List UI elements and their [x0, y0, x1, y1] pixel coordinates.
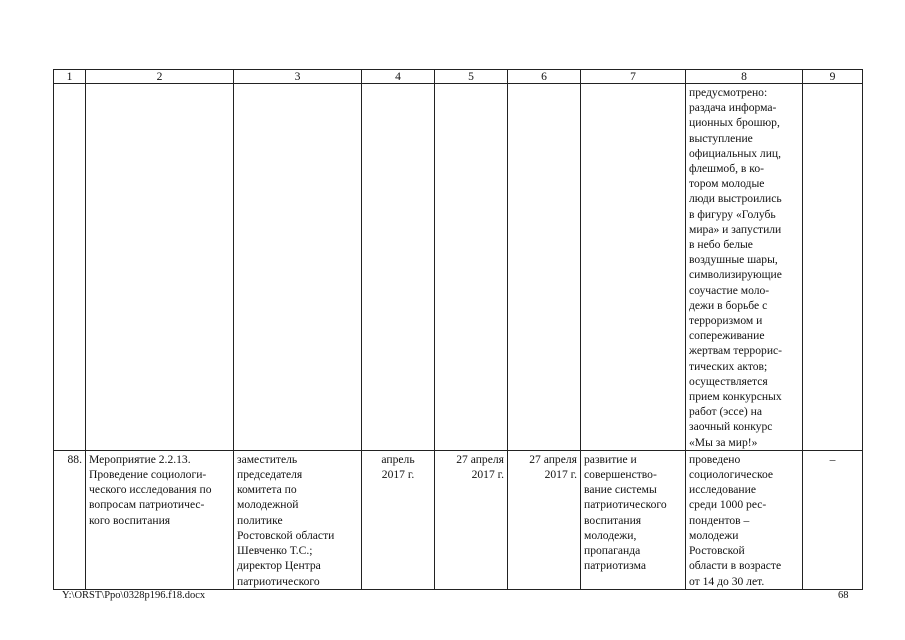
text-line: пропаганда [584, 544, 641, 558]
header-cell-1: 1 [54, 70, 86, 84]
text-line: вание системы [584, 483, 657, 497]
text-line: «Мы за мир!» [689, 435, 758, 449]
text-line: заочный конкурс [689, 420, 773, 434]
text-line: воспитания [584, 513, 642, 527]
header-cell-5: 5 [435, 70, 508, 84]
header-cell-3: 3 [234, 70, 362, 84]
text-line: сопереживание [689, 329, 765, 343]
text-line: апрель [381, 452, 415, 466]
text-line: ционных брошюр, [689, 116, 780, 130]
text-line: директор Центра [237, 559, 321, 573]
header-cell-6: 6 [508, 70, 581, 84]
text-line: жертвам террорис- [689, 344, 783, 358]
text-line: среди 1000 рес- [689, 498, 767, 512]
text-line: работ (эссе) на [689, 405, 762, 419]
text-line: патриотизма [584, 559, 646, 573]
header-cell-4: 4 [362, 70, 435, 84]
header-row [54, 70, 863, 84]
text-line: предусмотрено: [689, 86, 768, 99]
text-line: Проведение социологи- [89, 468, 207, 482]
continuation-row [54, 84, 863, 451]
text-line: тических актов; [689, 359, 768, 373]
text-line: официальных лиц, [689, 146, 782, 160]
row-number: 88. [54, 450, 86, 589]
text-line: совершенство- [584, 468, 657, 482]
cont-cell-9 [803, 84, 863, 451]
text-line: Ростовской области [237, 528, 335, 542]
text-line: политике [237, 513, 283, 527]
cont-cell-7 [581, 84, 686, 451]
text-line: молодежи [689, 528, 739, 542]
text-line: дежи в борьбе с [689, 298, 768, 312]
plan-table [53, 69, 863, 590]
table-row-88 [54, 450, 863, 589]
start-date-cell [435, 450, 508, 589]
text-line: символизирующие [689, 268, 782, 282]
text-line: 2017 г. [381, 468, 415, 482]
text-line: развитие и [584, 452, 637, 466]
text-line: патриотического [237, 574, 320, 588]
text-line: выступление [689, 131, 753, 145]
end-date-cell [508, 450, 581, 589]
text-line: соучастие моло- [689, 283, 770, 297]
text-line: кого воспитания [89, 513, 171, 527]
text-line: 2017 г. [471, 468, 504, 482]
text-line: исследование [689, 483, 756, 497]
footer-file-path: Y:\ORST\Ppo\0328p196.f18.docx [62, 590, 206, 601]
header-cell-9: 9 [803, 70, 863, 84]
text-line: комитета по [237, 483, 297, 497]
text-line: 2017 г. [544, 468, 577, 482]
text-line: 27 апреля [456, 452, 504, 466]
text-line: заместитель [237, 452, 298, 466]
cont-result-cell [686, 84, 803, 451]
text-line: терроризмом и [689, 314, 763, 328]
expected-result-cell [581, 450, 686, 589]
text-line: Мероприятие 2.2.13. [89, 452, 191, 466]
header-cell-7: 7 [581, 70, 686, 84]
text-line: в небо белые [689, 238, 753, 252]
cont-cell-1 [54, 84, 86, 451]
text-line: молодежной [237, 498, 299, 512]
text-line: председателя [237, 468, 303, 482]
event-name-cell [86, 450, 234, 589]
text-line: социологическое [689, 468, 774, 482]
text-line: ческого исследования по [89, 483, 212, 497]
text-line: молодежи, [584, 528, 637, 542]
text-line: воздушные шары, [689, 253, 778, 267]
text-line: раздача информа- [689, 101, 777, 115]
header-cell-8: 8 [686, 70, 803, 84]
planned-date-cell [362, 450, 435, 589]
text-line: Ростовской [689, 544, 745, 558]
text-line: Шевченко Т.С.; [237, 544, 313, 558]
text-line: вопросам патриотичес- [89, 498, 205, 512]
actual-result-cell [686, 450, 803, 589]
text-line: мира» и запустили [689, 222, 782, 236]
text-line: люди выстроились [689, 192, 782, 206]
header-cell-2: 2 [86, 70, 234, 84]
cont-cell-5 [435, 84, 508, 451]
text-line: от 14 до 30 лет. [689, 574, 765, 588]
cont-cell-3 [234, 84, 362, 451]
text-line: тором молодые [689, 177, 765, 191]
text-line: флешмоб, в ко- [689, 162, 764, 176]
text-line: осуществляется [689, 374, 768, 388]
text-line: 27 апреля [529, 452, 577, 466]
cont-cell-6 [508, 84, 581, 451]
cont-cell-4 [362, 84, 435, 451]
text-line: проведено [689, 452, 741, 466]
text-line: области в возрасте [689, 559, 782, 573]
text-line: в фигуру «Голубь [689, 207, 776, 221]
responsible-cell [234, 450, 362, 589]
text-line: пондентов – [689, 513, 750, 527]
text-line: прием конкурсных [689, 390, 782, 404]
notes-cell: – [803, 450, 863, 589]
text-line: патриотического [584, 498, 667, 512]
footer-page-number: 68 [838, 590, 849, 601]
cont-cell-2 [86, 84, 234, 451]
